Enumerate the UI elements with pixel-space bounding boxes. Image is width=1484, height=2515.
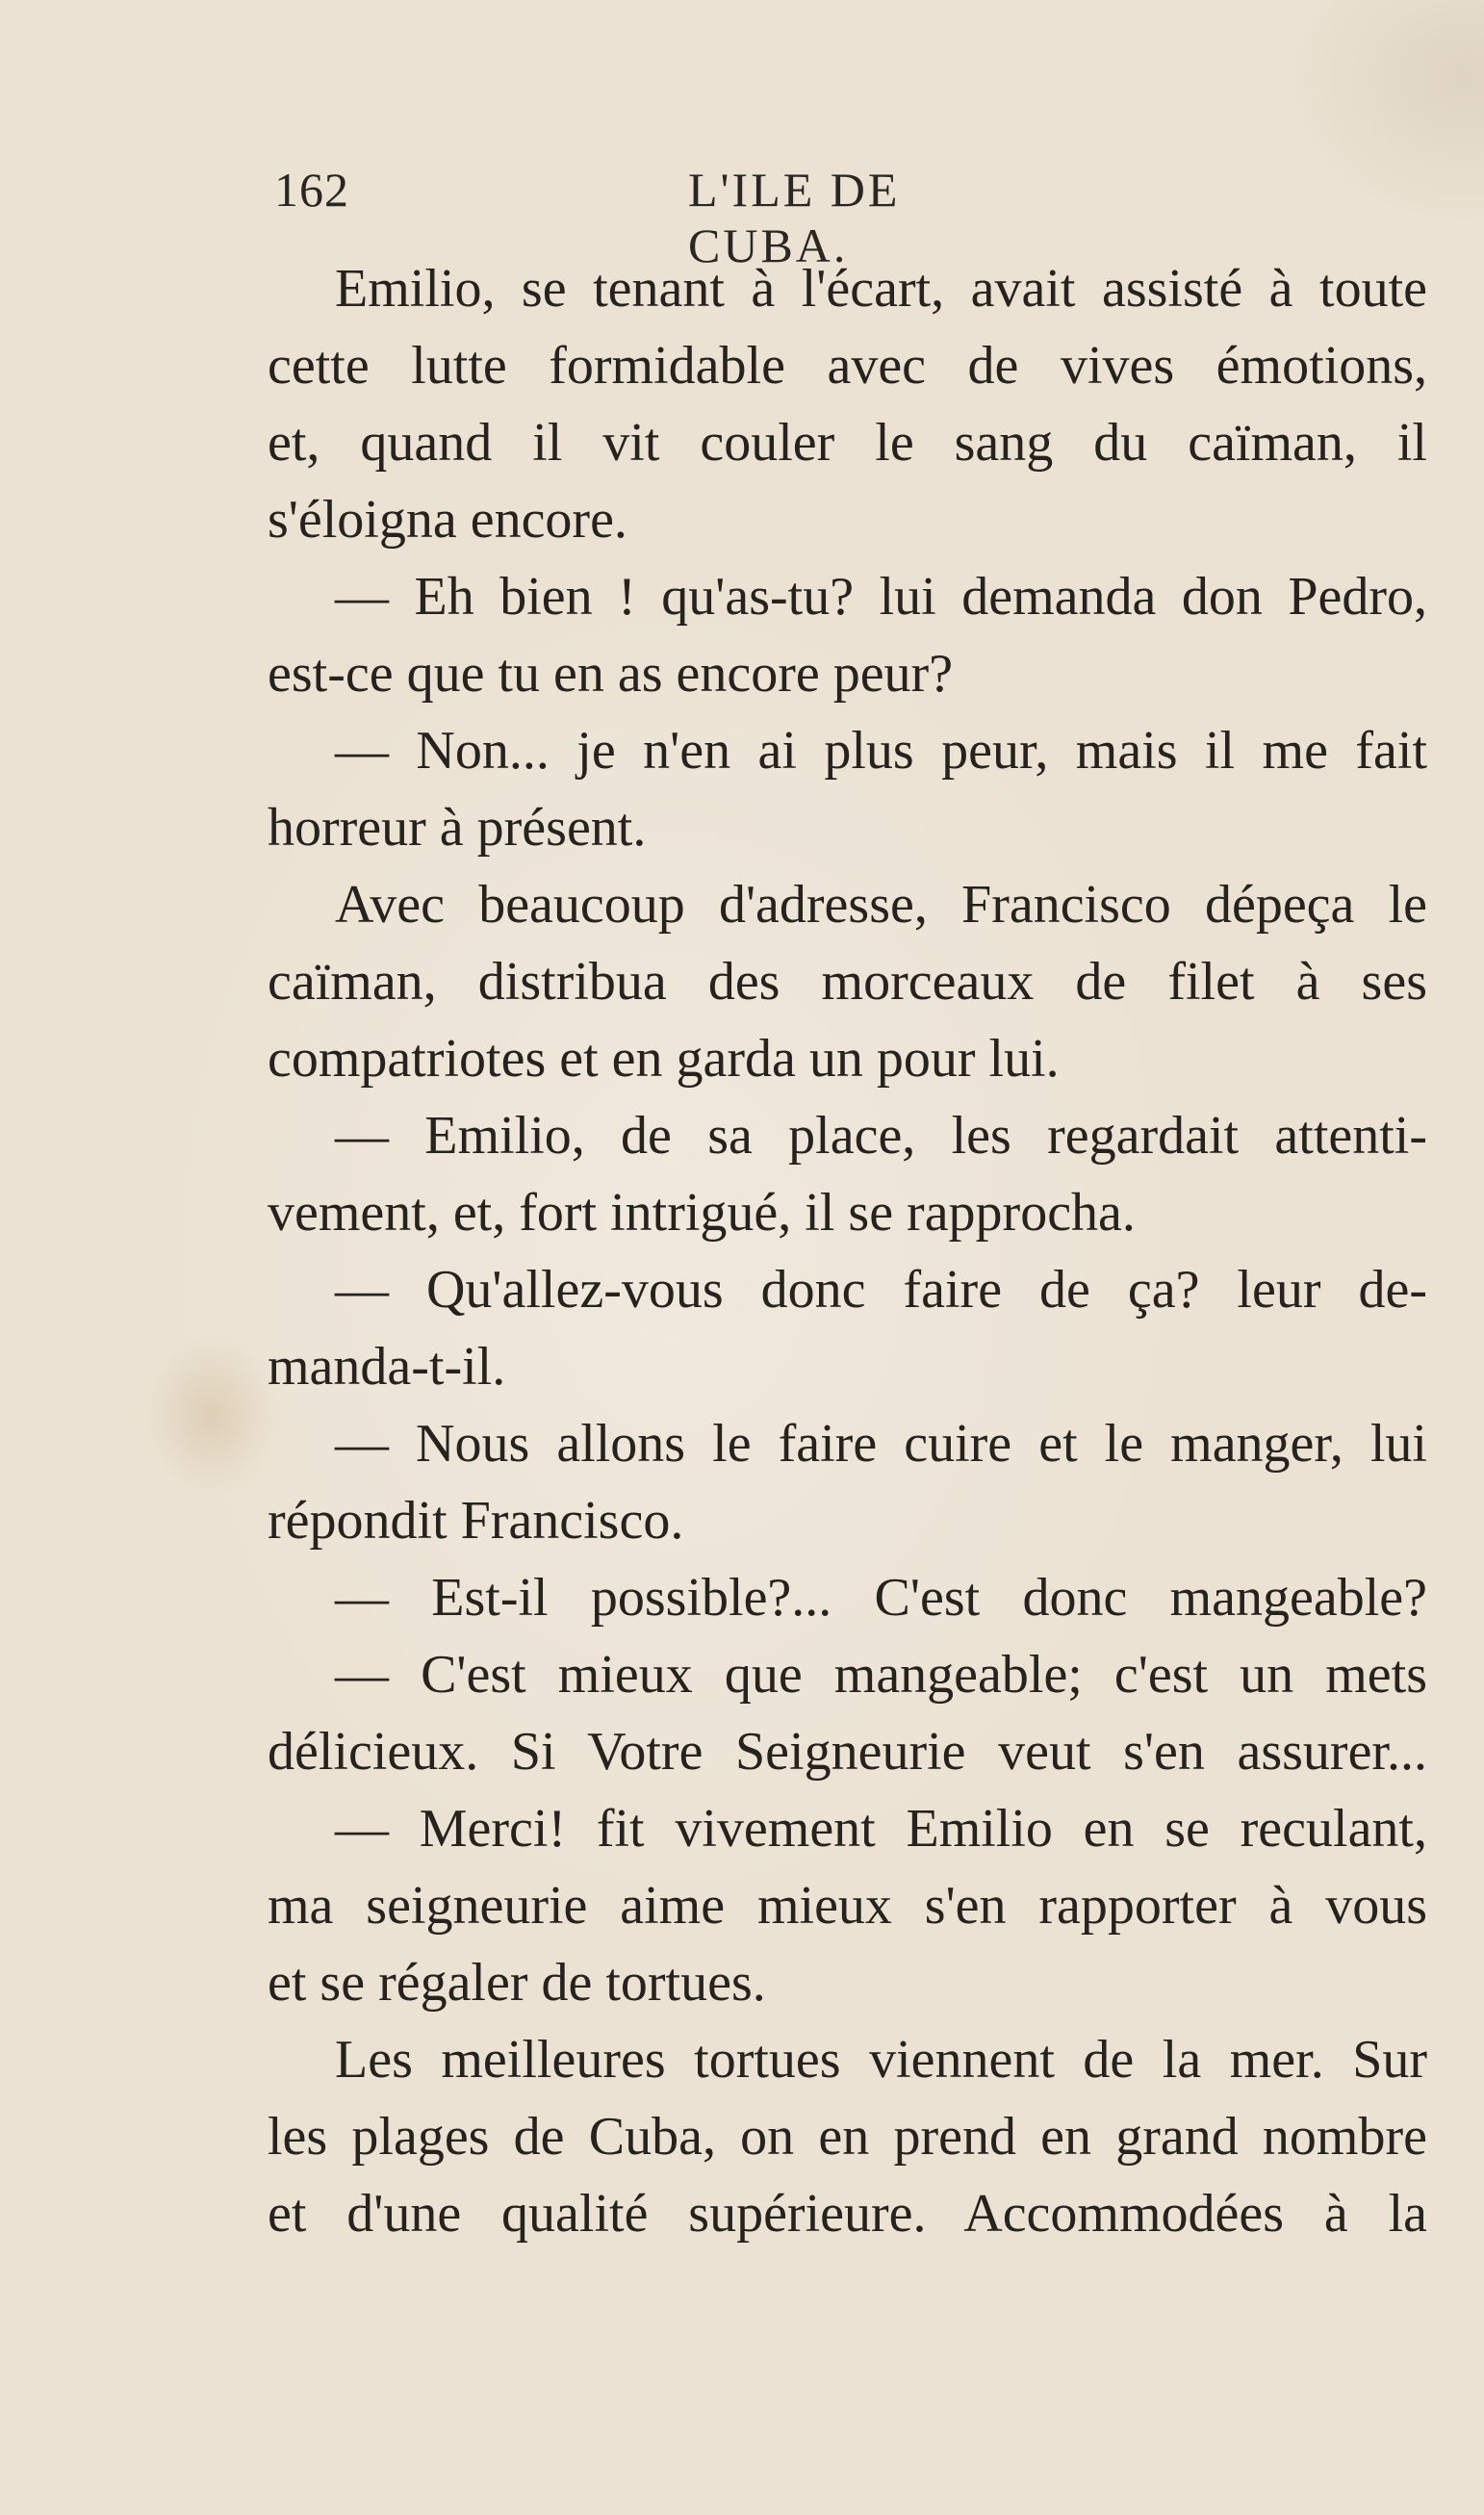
text-line: s'éloigna encore. bbox=[268, 490, 627, 550]
text-line: — Qu'allez-vous donc faire de ça? leur de- bbox=[335, 1260, 1427, 1320]
text-line: et, quand il vit couler le sang du caïman, il bbox=[268, 413, 1427, 473]
text-line: Avec beaucoup d'adresse, Francisco dépeça le bbox=[335, 875, 1427, 935]
text-line: et se régaler de tortues. bbox=[268, 1953, 766, 2013]
text-line: — C'est mieux que mangeable; c'est un mets bbox=[335, 1645, 1427, 1705]
text-line: — Non... je n'en ai plus peur, mais il me fait bbox=[335, 721, 1427, 781]
text-line: manda-t-il. bbox=[268, 1337, 506, 1397]
page-header bbox=[274, 162, 1063, 272]
text-line: — Nous allons le faire cuire et le manger, lui bbox=[335, 1414, 1427, 1474]
text-line: horreur à présent. bbox=[268, 798, 647, 858]
text-line: — Est-il possible?... C'est donc mangeable? bbox=[335, 1568, 1427, 1628]
text-line: les plages de Cuba, on en prend en grand nombre bbox=[268, 2107, 1427, 2167]
running-title: L'ILE DE CUBA. bbox=[688, 163, 901, 272]
text-line: — Merci! fit vivement Emilio en se reculant, bbox=[335, 1799, 1427, 1859]
text-line: compatriotes et en garda un pour lui. bbox=[268, 1029, 1060, 1089]
text-line: est-ce que tu en as encore peur? bbox=[268, 644, 954, 704]
text-line: ma seigneurie aime mieux s'en rapporter à vous bbox=[268, 1876, 1427, 1936]
text-line: Les meilleures tortues viennent de la mer. Sur bbox=[335, 2030, 1427, 2090]
text-line: cette lutte formidable avec de vives émotions, bbox=[268, 336, 1427, 396]
text-line: et d'une qualité supérieure. Accommodées à la bbox=[268, 2184, 1427, 2244]
text-line: — Emilio, de sa place, les regardait attenti- bbox=[335, 1106, 1427, 1166]
text-line: vement, et, fort intrigué, il se rapprocha. bbox=[268, 1183, 1136, 1243]
text-line: délicieux. Si Votre Seigneurie veut s'en assurer... bbox=[268, 1722, 1427, 1782]
text-line: caïman, distribua des morceaux de filet à ses bbox=[268, 952, 1427, 1012]
text-line: répondit Francisco. bbox=[268, 1491, 684, 1551]
page-number: 162 bbox=[274, 163, 349, 217]
text-line: Emilio, se tenant à l'écart, avait assisté à toute bbox=[335, 259, 1427, 319]
text-line: — Eh bien ! qu'as-tu? lui demanda don Pedro, bbox=[335, 567, 1427, 627]
